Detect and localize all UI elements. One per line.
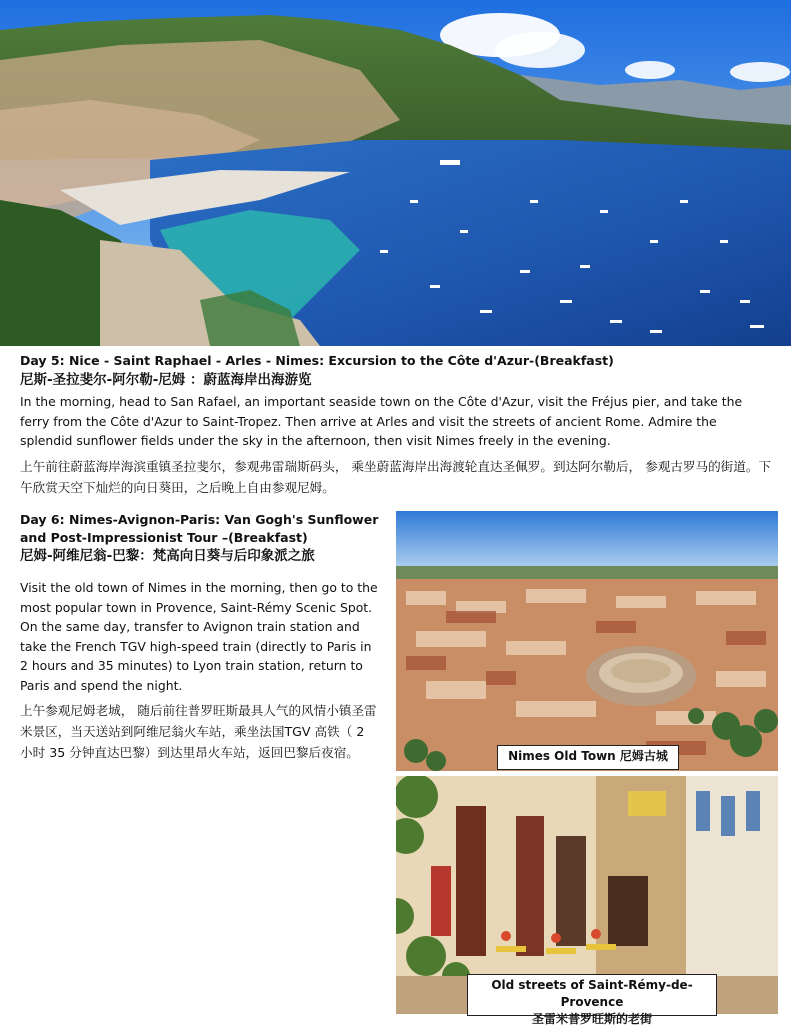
day6-description: Visit the old town of Nimes in the morning, then go to the most popular town in Provence, Saint-Rémy Scenic Spot. On the same day, transfer to Avignon train station and take the French TGV high-speed train (directly to Paris in 2 hours and 35 minutes) to Lyon train station, return to Paris and spend the night. bbox=[20, 580, 378, 693]
day6-title-chinese: 尼姆-阿维尼翁-巴黎：梵高向日葵与后印象派之旅 bbox=[20, 548, 315, 564]
day6-title: Day 6: Nimes-Avignon-Paris: Van Gogh's Sunflower and Post-Impressionist Tour –(Breakfast) bbox=[20, 512, 379, 545]
nimes-caption-text: Nimes Old Town 尼姆古城 bbox=[508, 749, 668, 763]
day5-description-chinese: 上午前往蔚蓝海岸海滨重镇圣拉斐尔，参观弗雷瑞斯码头， 乘坐蔚蓝海岸出海渡轮直达圣佩罗。到达阿尔勒后， 参观古罗马的街道。下午欣赏天空下灿烂的向日葵田，之后晚上自由参观尼姆。 bbox=[20, 459, 772, 495]
day5-title-chinese: 尼斯-圣拉斐尔-阿尔勒-尼姆 ：蔚蓝海岸出海游览 bbox=[20, 372, 312, 388]
saint-remy-caption-line2: 圣雷米普罗旺斯的老街 bbox=[531, 1012, 652, 1026]
day5-description: In the morning, head to San Rafael, an important seaside town on the Côte d'Azur, visit the Fréjus pier, and take the ferry from the Côte d'Azur to Saint-Tropez. Then arrive at Arles and visit the streets of ancient Rome. Admire the splendid sunflower fields under the sky in the afternoon, then visit Nimes freely in the evening. bbox=[20, 394, 743, 448]
saint-remy-caption-line1: Old streets of Saint-Rémy-de-Provence bbox=[491, 978, 693, 1009]
hero-photo-cote-dazur bbox=[0, 0, 791, 346]
saint-remy-photo-caption bbox=[467, 974, 717, 1026]
nimes-old-town-photo bbox=[396, 511, 778, 771]
day6-description-chinese: 上午参观尼姆老城， 随后前往普罗旺斯最具人气的风情小镇圣雷米景区，当天送站到阿维尼翁火车站，乘坐法国TGV 高铁（ 2 小时 35 分钟直达巴黎）到达里昂火车站，返回巴黎后夜宿。 bbox=[20, 703, 377, 760]
nimes-photo-caption bbox=[497, 745, 679, 770]
day5-title: Day 5: Nice - Saint Raphael - Arles - Nimes: Excursion to the Côte d'Azur-(Breakfast) bbox=[20, 353, 614, 368]
